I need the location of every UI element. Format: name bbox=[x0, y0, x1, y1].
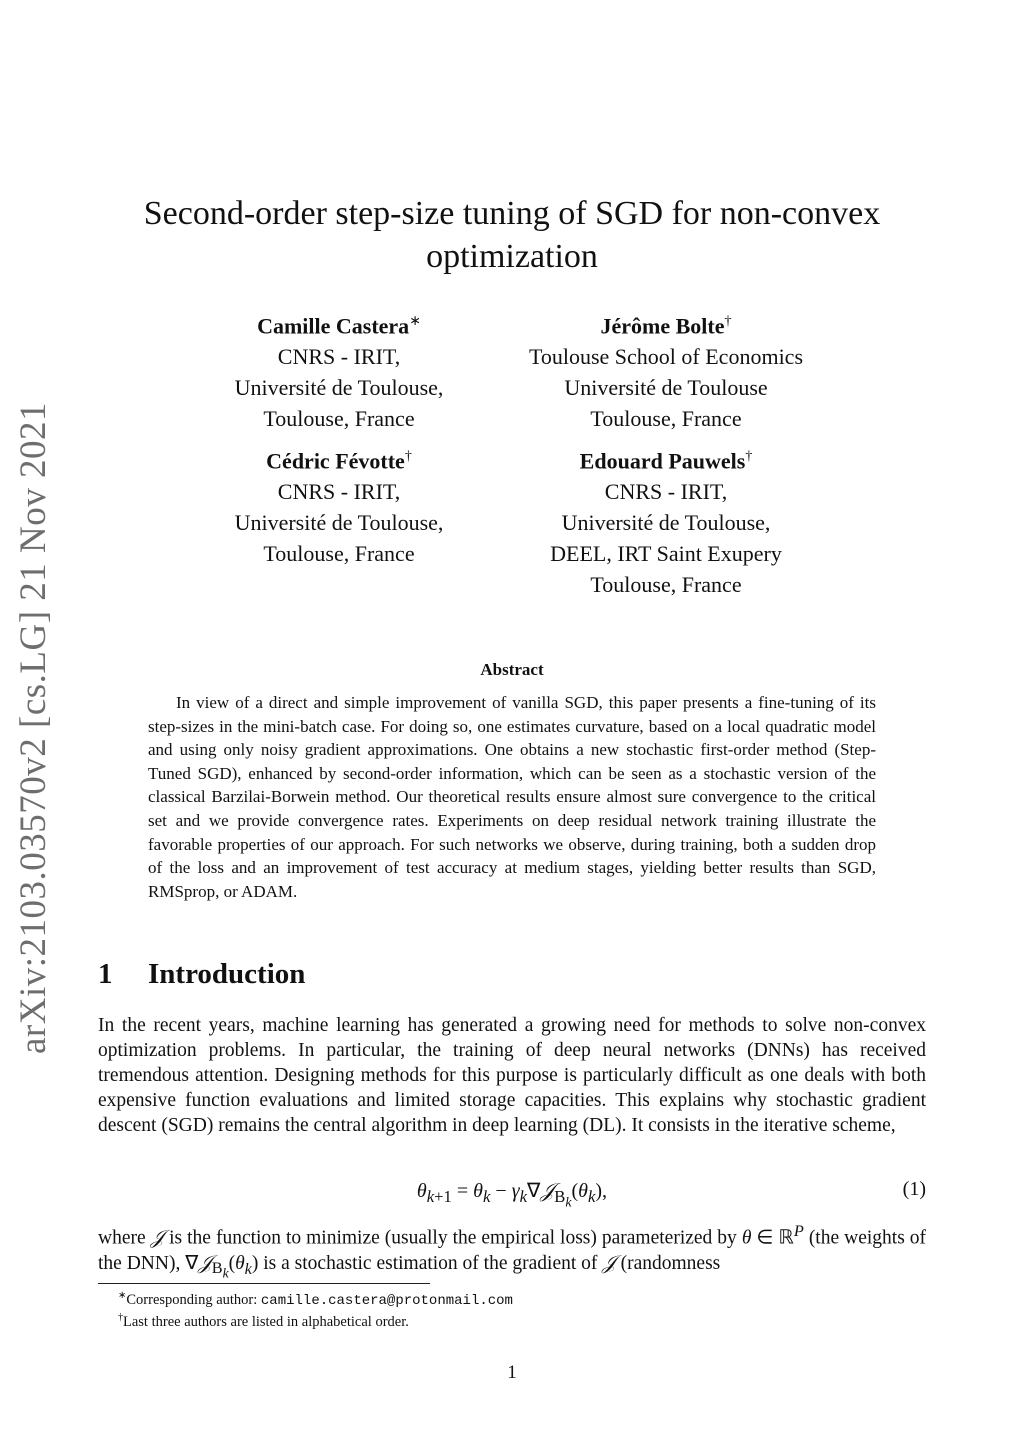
footnote-1 bbox=[118, 1290, 513, 1309]
author-name: Edouard Pauwels bbox=[579, 448, 746, 474]
section-title: Introduction bbox=[148, 958, 306, 990]
paper-title bbox=[100, 192, 924, 278]
affiliation-line: Toulouse School of Economics bbox=[528, 344, 804, 370]
footnote-mark: ∗ bbox=[118, 1290, 127, 1301]
footnote-divider bbox=[98, 1283, 430, 1284]
footnote-2 bbox=[118, 1312, 409, 1331]
footnote-mark: † bbox=[118, 1312, 123, 1323]
author-name: Camille Castera bbox=[257, 313, 410, 339]
affiliation-line: Université de Toulouse, bbox=[234, 375, 444, 401]
affiliation-line: Université de Toulouse, bbox=[234, 510, 444, 536]
affiliation-line: CNRS - IRIT, bbox=[277, 479, 401, 505]
text-span: (the weights of the DNN), bbox=[98, 1227, 927, 1274]
section-heading bbox=[98, 958, 305, 991]
footnote-text: Last three authors are listed in alphabetical order. bbox=[123, 1313, 409, 1330]
affiliation-line: Toulouse, France bbox=[590, 406, 742, 432]
author-mark: ∗ bbox=[409, 314, 421, 329]
author-mark: † bbox=[404, 449, 412, 464]
equation-number: (1) bbox=[902, 1178, 926, 1200]
affiliation-line: Toulouse, France bbox=[263, 406, 415, 432]
page-number: 1 bbox=[507, 1362, 517, 1383]
author-name: Jérôme Bolte bbox=[600, 313, 725, 339]
email-link[interactable]: camille.castera@protonmail.com bbox=[260, 1292, 513, 1309]
affiliation-line: Université de Toulouse, bbox=[561, 510, 771, 536]
introduction-paragraph: In the recent years, machine learning has generated a growing need for methods to solve non-convex optimization problems. In particular, the training of deep neural networks (DNNs) has received tremendous attention. Designing methods for this purpose is particularly difficult as one deals with both expensive function evaluations and limited storage capacities. This explains why stochastic gradient descent (SGD) remains the central algorithm in deep learning (DL). It consists in the iterative scheme, bbox=[98, 1015, 926, 1136]
author-block-fevotte bbox=[174, 441, 504, 569]
abstract-text: In view of a direct and simple improvement of vanilla SGD, this paper presents a fine-tuning of its step-sizes in the mini-batch case. For doing so, one estimates curvature, based on a local quadratic model and using only noisy gradient approximations. One obtains a new stochastic first-order method (Step-Tuned SGD), enhanced by second-order information, which can be seen as a stochastic version of the classical Barzilai-Borwein method. Our theoretical results ensure almost sure convergence to the critical set and we provide convergence rates. Experiments on deep residual network training illustrate the favorable properties of our approach. For such networks we observe, during training, both a sudden drop of the loss and an improvement of test accuracy at medium stages, yielding better results than SGD, RMSprop, or ADAM. bbox=[148, 693, 876, 901]
equation-1 bbox=[98, 1178, 926, 1211]
introduction-continuation: where 𝒥 is the function to minimize (usually the empirical loss) parameterized by θ ∈ ℝ$^P$ (the weights of the DNN), $\nabla 𝒥_{B_k}(\theta_k)$ is a stochastic estimation of the gradient of 𝒥 (randomness bbox=[98, 1222, 927, 1281]
author-block-castera bbox=[174, 306, 504, 434]
title-line-2: optimization bbox=[426, 238, 598, 275]
affiliation-line: Université de Toulouse bbox=[564, 375, 768, 401]
affiliation-line: CNRS - IRIT, bbox=[277, 344, 401, 370]
equation-formula: $\theta_{k+1} = \theta_k$ − $\gamma_k\nabla 𝒥_{B_k}(\theta_k)$, bbox=[416, 1180, 608, 1211]
affiliation-line: CNRS - IRIT, bbox=[604, 479, 728, 505]
abstract-heading: Abstract bbox=[480, 660, 544, 679]
author-name: Cédric Févotte bbox=[266, 448, 405, 474]
affiliation-line: Toulouse, France bbox=[590, 572, 742, 598]
author-block-bolte bbox=[486, 306, 846, 434]
author-mark: † bbox=[745, 449, 753, 464]
affiliation-line: Toulouse, France bbox=[263, 541, 415, 567]
text-span: is the function to minimize (usually the empirical loss) parameterized by bbox=[169, 1227, 737, 1249]
author-mark: † bbox=[724, 314, 732, 329]
title-line-1: Second-order step-size tuning of SGD for non-convex bbox=[143, 195, 881, 232]
arxiv-identifier: arXiv:2103.03570v2 [cs.LG] 21 Nov 2021 bbox=[13, 401, 54, 1054]
text-span: (randomness bbox=[620, 1252, 721, 1274]
section-number: 1 bbox=[98, 958, 113, 990]
affiliation-line: DEEL, IRT Saint Exupery bbox=[550, 541, 782, 567]
text-span: is a stochastic estimation of the gradient of bbox=[263, 1252, 598, 1274]
author-block-pauwels bbox=[486, 441, 846, 600]
footnote-text: Corresponding author: bbox=[126, 1291, 261, 1308]
